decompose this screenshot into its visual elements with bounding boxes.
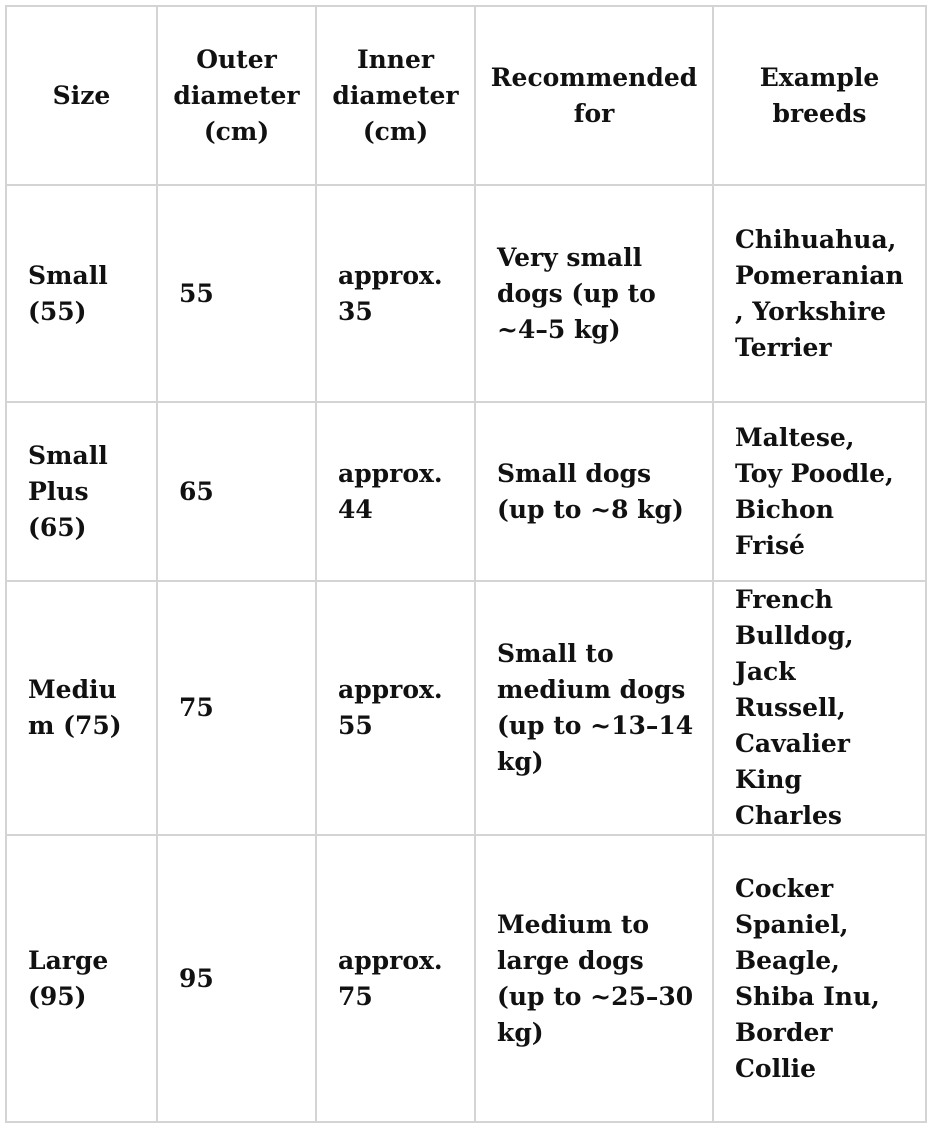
cell-inner-diameter: approx. 35: [316, 185, 475, 402]
header-size: Size: [6, 6, 157, 185]
size-table: [5, 5, 927, 1123]
cell-example-breeds: Chihuahua, Pomeranian, Yorkshire Terrier: [713, 185, 926, 402]
cell-size: Small Plus (65): [6, 402, 157, 581]
cell-recommended-for: Medium to large dogs (up to ~25–30 kg): [475, 835, 713, 1122]
header-inner-diameter: Inner diameter (cm): [316, 6, 475, 185]
header-recommended-for: Recommended for: [475, 6, 713, 185]
cell-example-breeds: Maltese, Toy Poodle, Bichon Frisé: [713, 402, 926, 581]
cell-example-breeds: French Bulldog, Jack Russell, Cavalier King Charles: [713, 581, 926, 835]
cell-inner-diameter: approx. 75: [316, 835, 475, 1122]
header-outer-diameter: Outer diameter (cm): [157, 6, 316, 185]
cell-outer-diameter: 65: [157, 402, 316, 581]
cell-outer-diameter: 55: [157, 185, 316, 402]
header-example-breeds: Example breeds: [713, 6, 926, 185]
cell-outer-diameter: 95: [157, 835, 316, 1122]
cell-size: Medium (75): [6, 581, 157, 835]
cell-example-breeds: Cocker Spaniel, Beagle, Shiba Inu, Border Collie: [713, 835, 926, 1122]
cell-inner-diameter: approx. 44: [316, 402, 475, 581]
table-row: [6, 185, 926, 402]
cell-inner-diameter: approx. 55: [316, 581, 475, 835]
cell-size: Large (95): [6, 835, 157, 1122]
table-row: [6, 581, 926, 835]
table-row: [6, 402, 926, 581]
cell-recommended-for: Small dogs (up to ~8 kg): [475, 402, 713, 581]
table-row: [6, 835, 926, 1122]
cell-recommended-for: Very small dogs (up to ~4–5 kg): [475, 185, 713, 402]
cell-size: Small (55): [6, 185, 157, 402]
cell-recommended-for: Small to medium dogs (up to ~13–14 kg): [475, 581, 713, 835]
cell-outer-diameter: 75: [157, 581, 316, 835]
table-header-row: [6, 6, 926, 185]
